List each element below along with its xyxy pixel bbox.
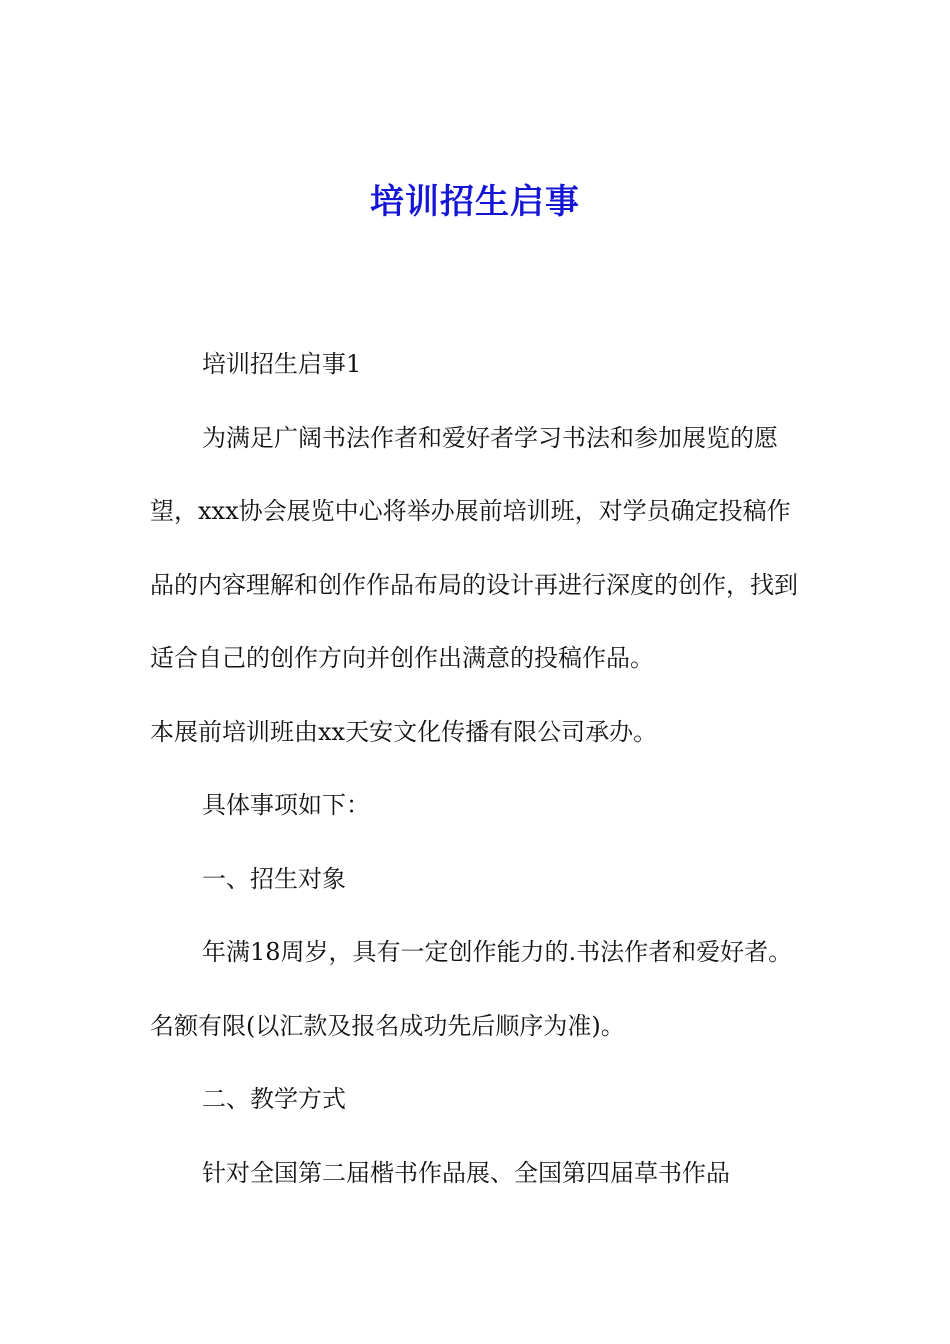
- details-intro: 具体事项如下：: [202, 791, 370, 819]
- subheading-teaching-method: 二、教学方式: [202, 1085, 346, 1113]
- organizer-paragraph: 本展前培训班由xx天安文化传播有限公司承办。: [150, 717, 658, 746]
- subheading-enrollment-target: 一、招生对象: [202, 864, 346, 893]
- section-heading: 培训招生启事1: [202, 350, 362, 378]
- document-body: [150, 328, 810, 1210]
- teaching-paragraph: 针对全国第二届楷书作品展、全国第四届草书作品: [202, 1158, 730, 1187]
- document-title: 培训招生启事: [370, 182, 580, 222]
- intro-paragraph: 为满足广阔书法作者和爱好者学习书法和参加展览的愿望，xxx协会展览中心将举办展前培训班，对学员确定投稿作品的内容理解和创作作品布局的设计再进行深度的创作，找到适合自己的创作方向并创作出满意的投稿作品。: [150, 423, 798, 672]
- enrollment-paragraph: 年满18周岁，具有一定创作能力的.书法作者和爱好者。名额有限(以汇款及报名成功先后顺序为准)。: [150, 938, 793, 1040]
